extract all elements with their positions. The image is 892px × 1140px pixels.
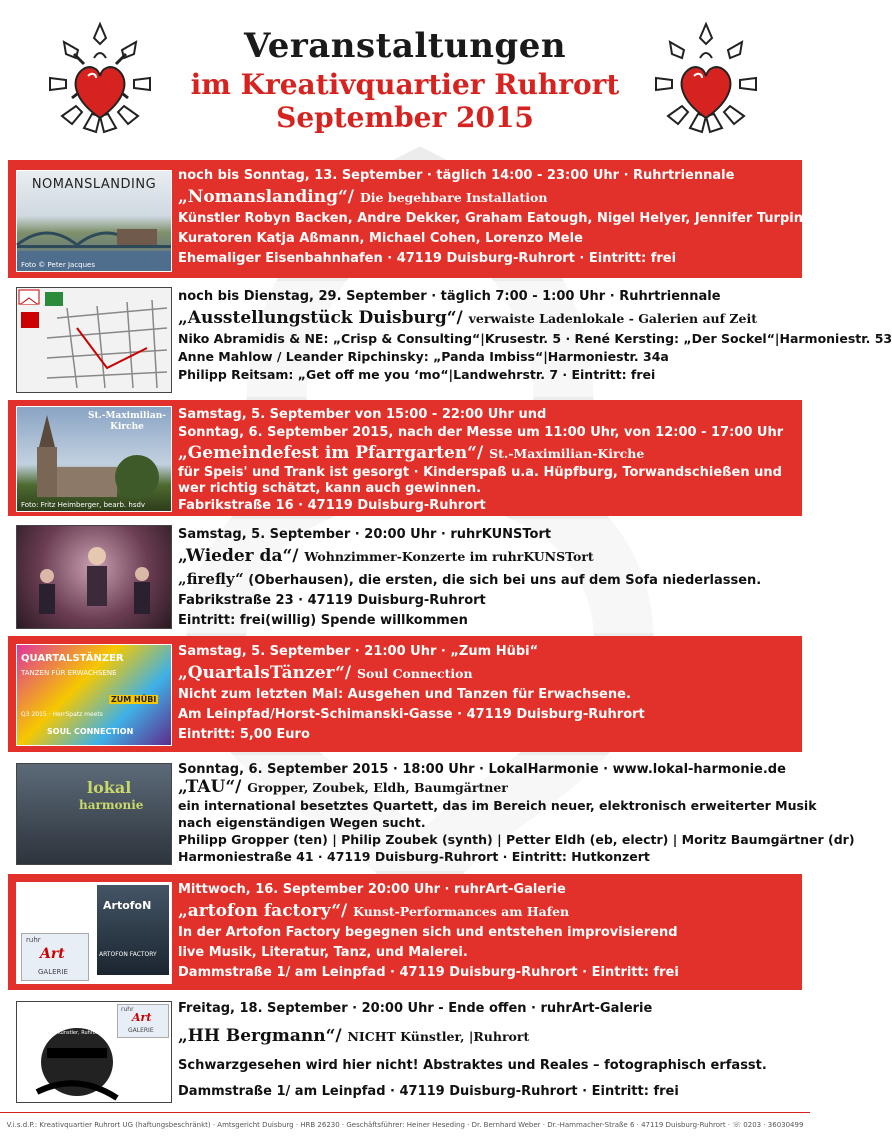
event-image xyxy=(16,763,172,865)
event-detail: Harmoniestraße 41 · 47119 Duisburg-Ruhrort · Eintritt: Hutkonzert xyxy=(178,849,650,864)
event-detail: wer richtig schätzt, kann auch gewinnen. xyxy=(178,481,482,496)
church-illustration xyxy=(17,407,171,511)
event-detail: Dammstraße 1/ am Leinpfad · 47119 Duisburg-Ruhrort · Eintritt: frei xyxy=(178,965,679,980)
event-image xyxy=(16,287,172,393)
imprint-text: V.i.s.d.P.: Kreativquartier Ruhrort UG (haftungsbeschränkt) · Amtsgericht Duisburg · HRB 26230 · Geschäftsführer: Heiner Heseding · Dr. Bernhard Weber · Dr.-Hammacher-Straße 6 · 47119 Duisburg-Ruhrort · ☏ 0203 · 36030499 xyxy=(6,1121,804,1129)
event-image xyxy=(16,644,172,746)
event-title: „HH Bergmann“/ NICHT Künstler, |Ruhrort xyxy=(178,1026,530,1046)
event-detail: für Speis' und Trank ist gesorgt · Kinderspaß u.a. Hüpfburg, Torwandschießen und xyxy=(178,465,782,480)
event-date: Sonntag, 6. September 2015 · 18:00 Uhr · LokalHarmonie · www.lokal-harmonie.de xyxy=(178,762,786,777)
event-detail: Fabrikstraße 23 · 47119 Duisburg-Ruhrort xyxy=(178,593,486,608)
concert-illustration xyxy=(17,526,171,628)
event-date: noch bis Sonntag, 13. September · täglich 14:00 - 23:00 Uhr · Ruhrtriennale xyxy=(178,168,735,183)
event-detail: Anne Mahlow / Leander Ripchinsky: „Panda Imbiss“|Harmoniestr. 34a xyxy=(178,349,669,364)
event-detail: Kuratoren Katja Aßmann, Michael Cohen, Lorenzo Mele xyxy=(178,231,583,246)
event-detail: nach eigenständigen Wegen sucht. xyxy=(178,815,426,830)
event-image xyxy=(16,882,172,984)
event-image: HH Bergmann Nicht Künstler, Ruhrort ruhr Art GALERIE xyxy=(16,1001,172,1103)
image-label: St.-Maximilian-Kirche xyxy=(88,411,166,432)
event-date: Samstag, 5. September von 15:00 - 22:00 Uhr und xyxy=(178,407,547,422)
event-title: „TAU“/ Gropper, Zoubek, Eldh, Baumgärtner xyxy=(178,777,508,797)
event-detail: live Musik, Literatur, Tanz, und Malerei. xyxy=(178,945,468,960)
image-label: QUARTALSTÄNZER xyxy=(21,653,124,664)
event-detail: Niko Abramidis & NE: „Crisp & Consulting“|Krusestr. 5 · René Kersting: „Der Sockel“|Harmoniestr. 53 xyxy=(178,331,892,346)
event-image xyxy=(16,406,172,512)
page-subtitle: im Kreativquartier Ruhrort xyxy=(190,68,620,101)
event-nomanslanding xyxy=(8,160,802,278)
event-image xyxy=(16,170,172,272)
event-image xyxy=(16,525,172,629)
event-hh-bergmann xyxy=(8,993,802,1109)
event-detail: Philipp Gropper (ten) | Philip Zoubek (synth) | Petter Eldh (eb, electr) | Moritz Baumgärtner (dr) xyxy=(178,832,855,847)
event-detail: Eintritt: 5,00 Euro xyxy=(178,727,310,742)
event-date: Samstag, 5. September · 20:00 Uhr · ruhrKUNSTort xyxy=(178,527,552,542)
event-title: „Ausstellungstück Duisburg“/ verwaiste Ladenlokale - Galerien auf Zeit xyxy=(178,308,757,328)
page-month: September 2015 xyxy=(276,101,534,134)
image-caption: Foto: Fritz Heimberger, bearb. hsdv xyxy=(21,501,146,509)
event-date: noch bis Dienstag, 29. September · täglich 7:00 - 1:00 Uhr · Ruhrtriennale xyxy=(178,289,721,304)
event-detail: Nicht zum letzten Mal: Ausgehen und Tanzen für Erwachsene. xyxy=(178,687,631,702)
event-title: „Gemeindefest im Pfarrgarten“/ St.-Maximilian-Kirche xyxy=(178,443,645,463)
image-label: harmonie xyxy=(79,798,144,812)
artofon-poster: ArtofoN ARTOFON FACTORY xyxy=(97,885,169,975)
event-detail: Künstler Robyn Backen, Andre Dekker, Graham Eatough, Nigel Helyer, Jennifer Turpin xyxy=(178,211,803,226)
event-gemeindefest xyxy=(8,400,802,516)
image-label: SOUL CONNECTION xyxy=(47,727,134,736)
event-date: Sonntag, 6. September 2015, nach der Messe um 11:00 Uhr, von 12:00 - 17:00 Uhr xyxy=(178,425,784,440)
event-quartalstaenzer xyxy=(8,636,802,752)
event-date: Mittwoch, 16. September 20:00 Uhr · ruhrArt-Galerie xyxy=(178,882,566,897)
event-title: „QuartalsTänzer“/ Soul Connection xyxy=(178,663,473,683)
image-label: ZUM HÜBI xyxy=(111,695,157,704)
event-detail: Am Leinpfad/Horst-Schimanski-Gasse · 47119 Duisburg-Ruhrort xyxy=(178,707,645,722)
page-header xyxy=(0,0,810,160)
page-footer xyxy=(0,1112,810,1140)
event-detail: Eintritt: frei(willig) Spende willkommen xyxy=(178,613,468,628)
event-date: Freitag, 18. September · 20:00 Uhr - Ende offen · ruhrArt-Galerie xyxy=(178,1001,653,1016)
event-ausstellungstueck xyxy=(8,281,892,397)
ruhrart-logo: ruhr Art GALERIE xyxy=(21,933,89,981)
event-title: „Wieder da“/ Wohnzimmer-Konzerte im ruhrKUNSTort xyxy=(178,546,594,566)
event-date: Samstag, 5. September · 21:00 Uhr · „Zum Hübi“ xyxy=(178,644,539,659)
event-detail: In der Artofon Factory begegnen sich und entstehen improvisierend xyxy=(178,925,678,940)
event-detail: Dammstraße 1/ am Leinpfad · 47119 Duisburg-Ruhrort · Eintritt: frei xyxy=(178,1084,679,1099)
event-artofon-factory xyxy=(8,874,802,990)
event-detail: Fabrikstraße 16 · 47119 Duisburg-Ruhrort xyxy=(178,498,486,513)
image-label: lokal xyxy=(87,778,132,797)
event-detail: Ehemaliger Eisenbahnhafen · 47119 Duisburg-Ruhrort · Eintritt: frei xyxy=(178,251,677,266)
ruhrart-logo: ruhr Art GALERIE xyxy=(117,1004,169,1038)
event-detail: ein international besetztes Quartett, das im Bereich neuer, elektronisch erweiterter Musik xyxy=(178,798,817,813)
event-detail: Schwarzgesehen wird hier nicht! Abstraktes und Reales – fotographisch erfasst. xyxy=(178,1058,767,1073)
image-caption: Foto © Peter Jacques xyxy=(21,261,96,269)
event-title: „artofon factory“/ Kunst-Performances am Hafen xyxy=(178,901,570,921)
event-subtitle: „firefly“ (Oberhausen), die ersten, die sich bei uns auf dem Sofa niederlassen. xyxy=(178,570,762,588)
page-title: Veranstaltungen xyxy=(243,26,567,66)
event-tau xyxy=(8,755,855,871)
image-label: Q3 2015 · HerrSpatz meets xyxy=(21,711,103,718)
image-label: NOMANSLANDING xyxy=(31,177,157,192)
image-label: TANZEN FÜR ERWACHSENE xyxy=(21,669,117,677)
city-map-illustration xyxy=(17,288,171,392)
event-wieder-da xyxy=(8,519,802,633)
event-title: „Nomanslanding“/ Die begehbare Installation xyxy=(178,187,548,207)
event-detail: Philipp Reitsam: „Get off me you ‘mo“|Landwehrstr. 7 · Eintritt: frei xyxy=(178,367,656,382)
